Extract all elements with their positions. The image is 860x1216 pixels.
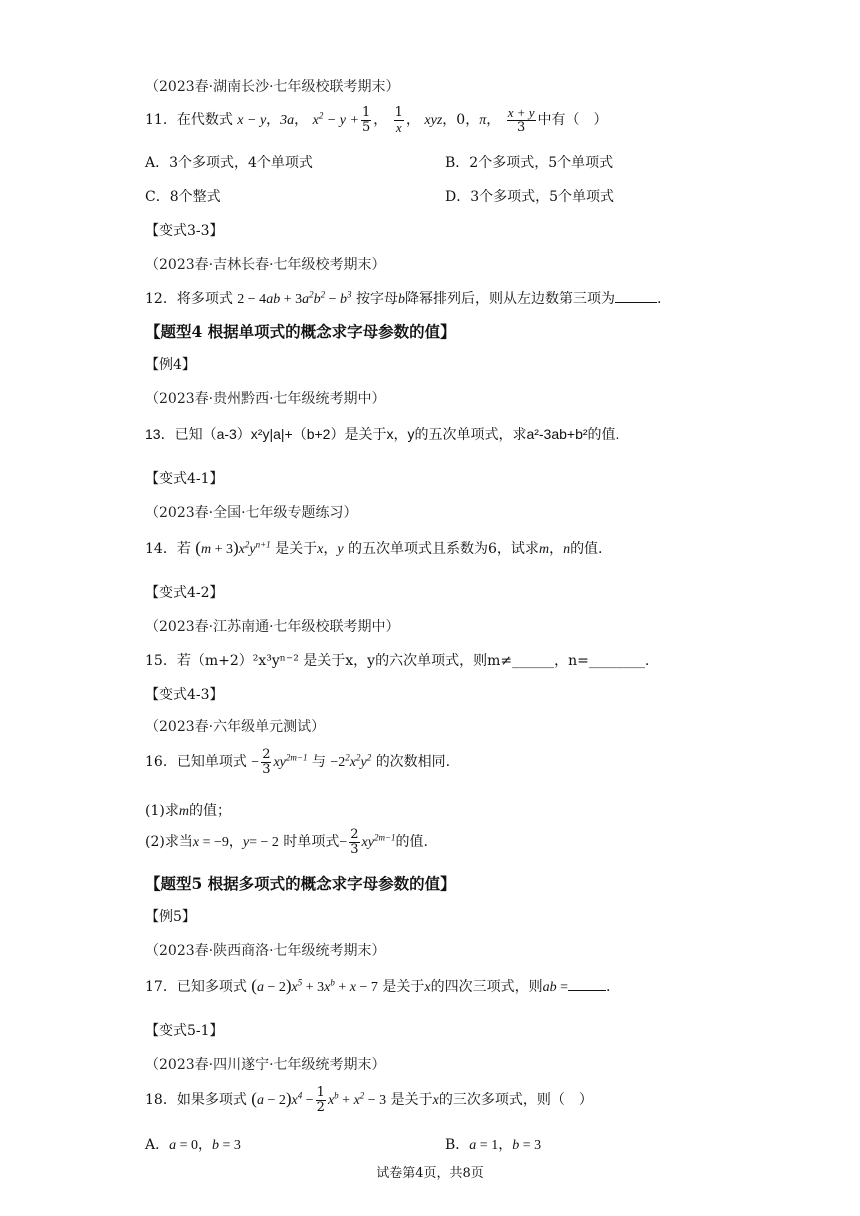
variant-3-3: 【变式3-3】	[145, 223, 224, 239]
question-12: 12．将多项式 $2 - 4ab + 3a^2b^2 - b^3$ 按字母b降幂排列后，则从左边数第三项为 .	[145, 289, 662, 307]
variant-4-3: 【变式4-3】	[145, 687, 224, 703]
variant-5-1: 【变式5-1】	[145, 1023, 224, 1039]
question-16: 16．已知单项式 − $\frac{2}{3}$ $xy^{2m-1}$ 与 $-2^2x^2y^2$ 的次数相同.	[145, 747, 451, 777]
section-heading-5: 【题型5 根据多项式的概念求字母参数的值】	[145, 874, 456, 893]
question-18: 18．如果多项式 $(a - 2)x^4$ − $\frac{1}{2}$ $x^b + x^2 - 3$ 是关于x的三次多项式，则（ ）	[145, 1085, 593, 1115]
source-14: （2023春·全国·七年级专题练习）	[145, 505, 358, 521]
example-4: 【例4】	[145, 357, 196, 373]
q11-tail: 中有（ ）	[537, 112, 608, 129]
question-13: 13．已知（a-3）x²y|a|+（b+2）是关于x，y的五次单项式，求a²-3ab+b²的值.	[145, 426, 620, 442]
source-17: （2023春·陕西商洛·七年级统考期末）	[145, 943, 386, 959]
variant-4-1: 【变式4-1】	[145, 471, 224, 487]
variant-4-2: 【变式4-2】	[145, 585, 224, 601]
source-18: （2023春·四川遂宁·七年级统考期末）	[145, 1057, 386, 1073]
source-11: （2023春·湖南长沙·七年级校联考期末）	[145, 79, 400, 95]
question-11: 11．在代数式 x − y，3a， $x^2 - y$ + $\frac{1}{5}$ ， $\frac{1}{x}$ ， xyz，0，π， $\frac{x + y}{3}$ 中有（ ）	[145, 105, 608, 135]
source-12: （2023春·吉林长春·七年级校考期末）	[145, 257, 386, 273]
source-16: （2023春·六年级单元测试）	[145, 719, 326, 735]
question-16-part-2: (2)求当x = −9，y= − 2 时单项式− $\frac{2}{3}$ $xy^{2m-1}$的值.	[145, 827, 428, 857]
question-15: 15．若（m+2）²x³yⁿ⁻² 是关于x，y的六次单项式，则m≠______，n=________.	[145, 653, 650, 669]
example-5: 【例5】	[145, 909, 196, 925]
section-heading-4: 【题型4 根据单项式的概念求字母参数的值】	[145, 322, 456, 341]
question-17: 17．已知多项式 $(a - 2)x^5 + 3x^b + x - 7$ 是关于x的四次三项式，则ab = .	[145, 976, 611, 995]
page-footer: 试卷第4页，共8页	[376, 1166, 484, 1181]
q18-option-a: A．a = 0，b = 3	[145, 1137, 241, 1153]
q18-option-b: B．a = 1，b = 3	[445, 1137, 542, 1153]
source-13: （2023春·贵州黔西·七年级统考期中）	[145, 391, 386, 407]
q11-text: 11．在代数式	[145, 112, 233, 129]
q11-option-a: A．3个多项式，4个单项式	[145, 155, 313, 171]
source-15: （2023春·江苏南通·七年级校联考期中）	[145, 619, 400, 635]
question-16-part-1: (1)求m的值；	[145, 803, 231, 819]
q11-option-d: D．3个多项式，5个单项式	[445, 189, 615, 205]
q11-option-b: B．2个多项式，5个单项式	[445, 155, 614, 171]
question-14: 14．若 $(m + 3)x^2y^{n+1}$ 是关于x，y 的五次单项式且系数为6，试求m，n的值.	[145, 538, 603, 557]
q11-option-c: C．8个整式	[145, 189, 221, 205]
